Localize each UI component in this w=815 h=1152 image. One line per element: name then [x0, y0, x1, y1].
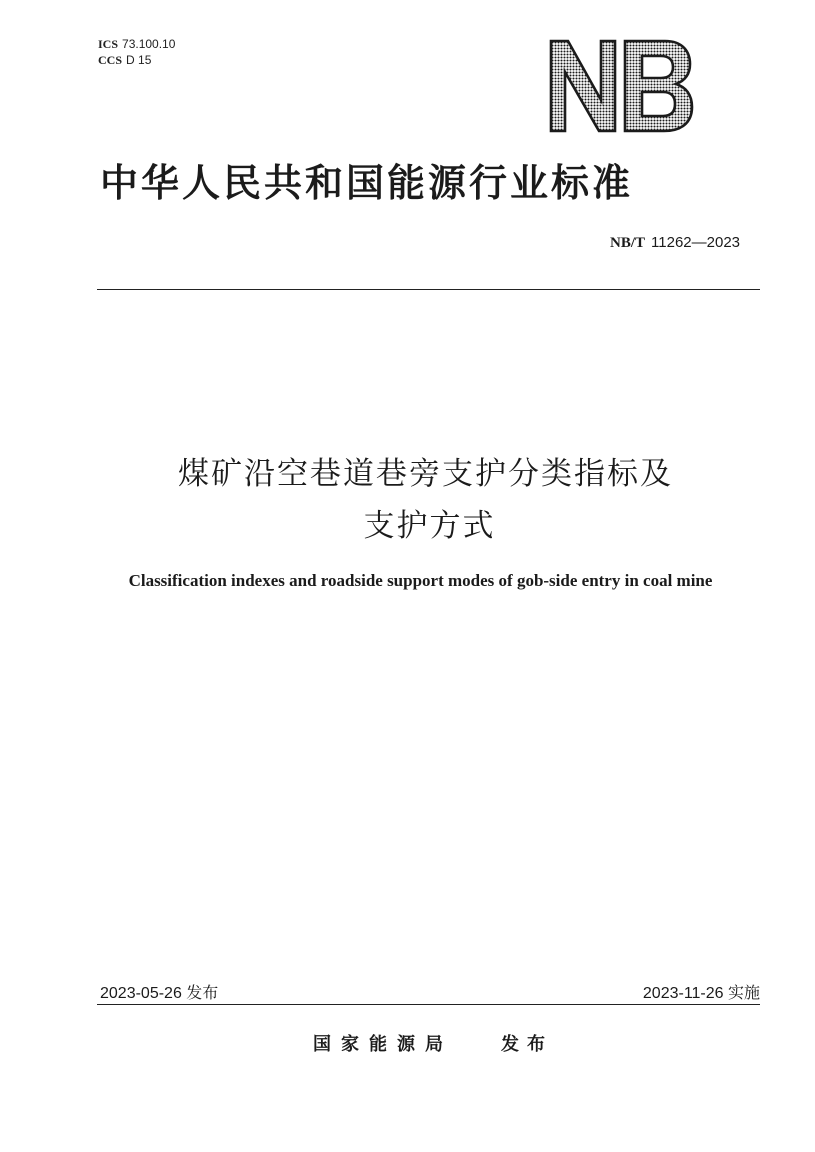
- ccs-value: D 15: [126, 53, 152, 67]
- header-divider: [97, 289, 760, 290]
- classification-codes: [98, 36, 175, 68]
- issuing-authority-title: 中华人民共和国能源行业标准: [100, 161, 634, 205]
- publisher-name: 国家能源局: [313, 1034, 453, 1055]
- issue-date: 2023-05-26 发布: [100, 985, 219, 1002]
- standard-prefix: NB/T: [610, 235, 646, 251]
- footer-divider: [97, 1004, 760, 1005]
- publish-label: 发布: [501, 1034, 553, 1055]
- standard-number: [610, 233, 740, 252]
- document-title-line-2: 支护方式: [363, 508, 496, 544]
- nb-logo: [548, 38, 694, 134]
- english-title: Classification indexes and roadside support modes of gob-side entry in coal mine: [128, 571, 713, 590]
- ccs-code: [98, 52, 175, 68]
- ics-code: [98, 36, 175, 52]
- implementation-date: 2023-11-26 实施: [642, 985, 760, 1002]
- ics-value: 73.100.10: [122, 37, 176, 51]
- document-title-line-1: 煤矿沿空巷道巷旁支护分类指标及: [178, 456, 673, 492]
- ccs-label: CCS: [98, 53, 123, 67]
- ics-label: ICS: [98, 37, 119, 51]
- standard-code: 11262—2023: [651, 234, 740, 251]
